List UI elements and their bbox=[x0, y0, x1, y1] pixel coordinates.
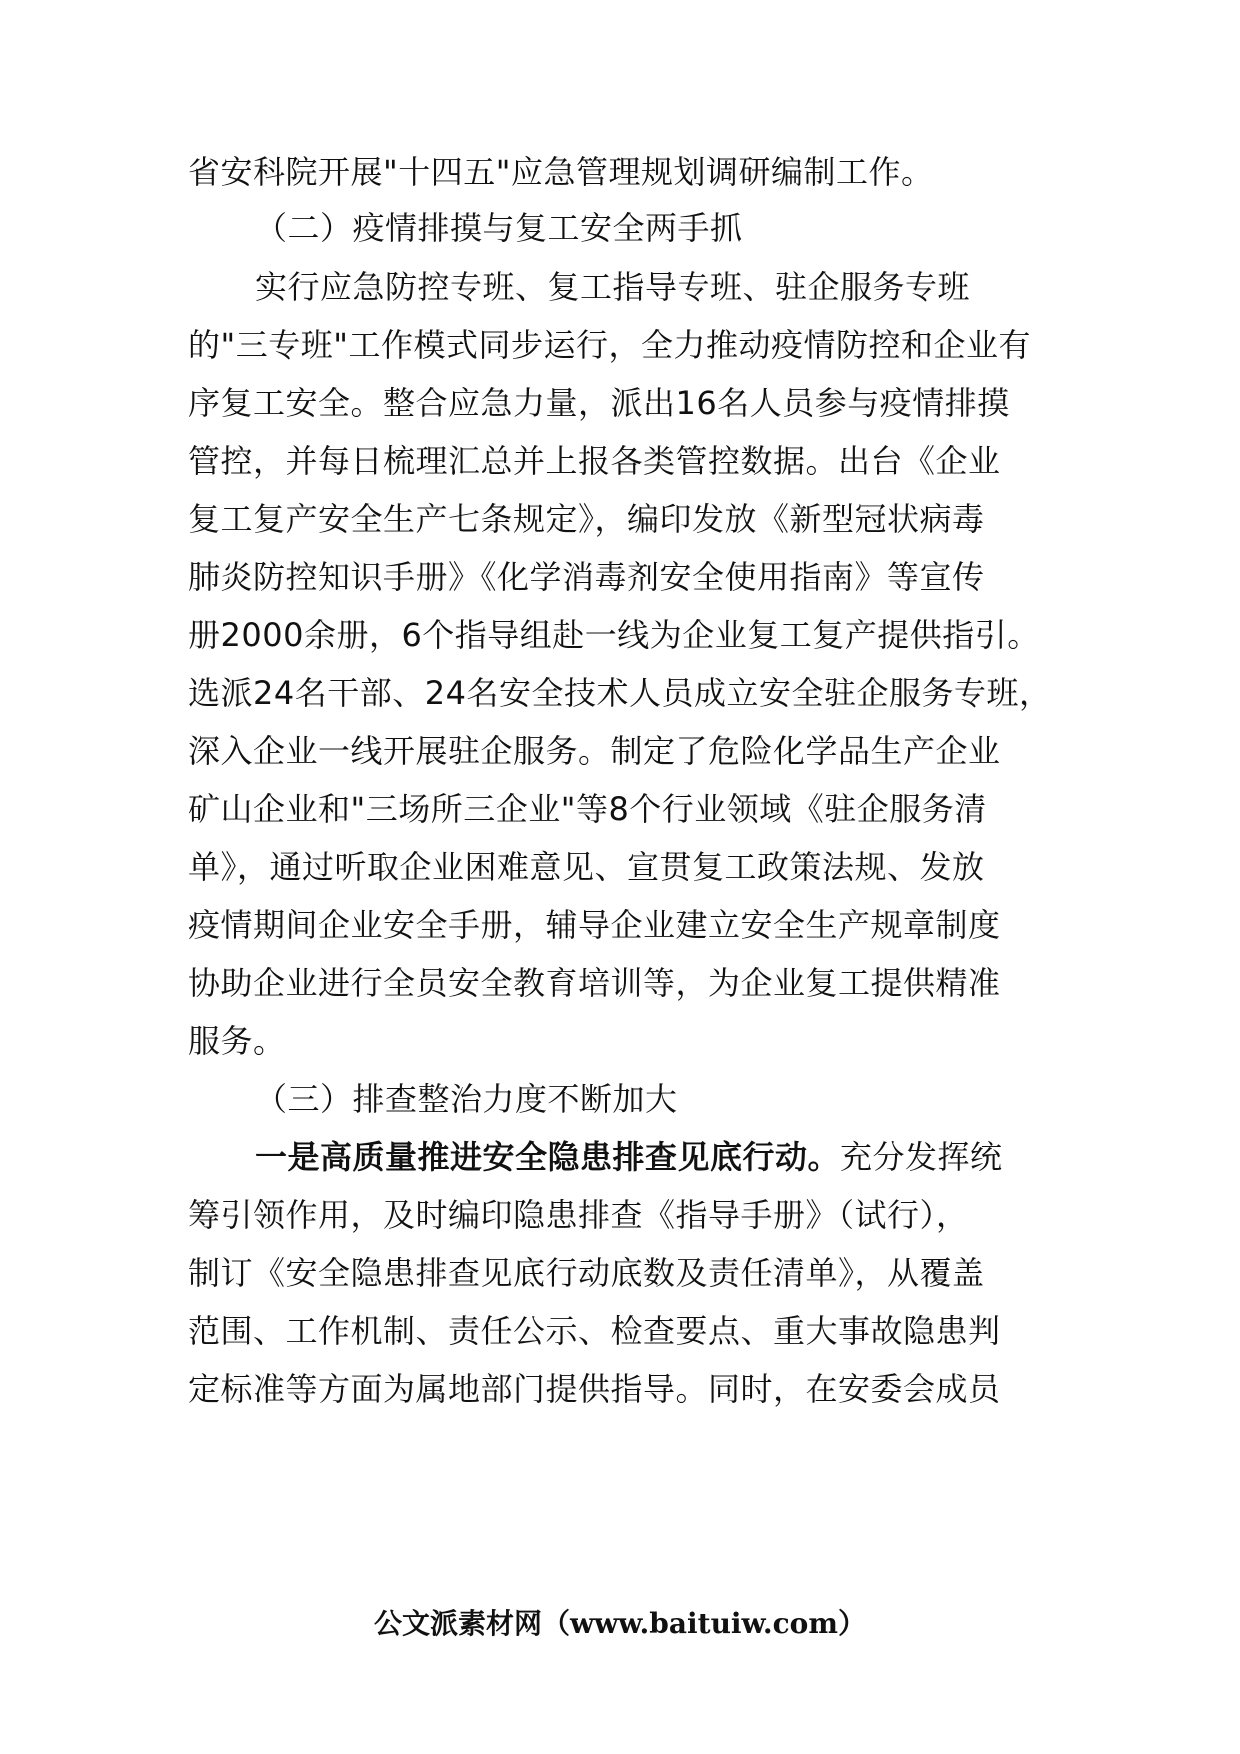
paragraph-first-line: 实行应急防控专班、复工指导专班、驻企服务专班 bbox=[255, 268, 971, 306]
body-line: 选派24名干部、24名安全技术人员成立安全驻企服务专班， bbox=[188, 674, 1052, 712]
body-line: 的"三专班"工作模式同步运行，全力推动疫情防控和企业有 bbox=[188, 326, 1031, 364]
body-line: 矿山企业和"三场所三企业"等8个行业领域《驻企服务清 bbox=[188, 790, 987, 828]
body-line: 制订《安全隐患排查见底行动底数及责任清单》，从覆盖 bbox=[188, 1254, 985, 1292]
bold-lead-text: 一是高质量推进安全隐患排查见底行动。 bbox=[255, 1138, 841, 1176]
body-line: 定标准等方面为属地部门提供指导。同时，在安委会成员 bbox=[188, 1370, 1001, 1408]
section-heading: （三）排查整治力度不断加大 bbox=[255, 1080, 678, 1118]
body-line: 服务。 bbox=[188, 1022, 286, 1060]
body-line: 深入企业一线开展驻企服务。制定了危险化学品生产企业 bbox=[188, 732, 1001, 770]
body-line: 范围、工作机制、责任公示、检查要点、重大事故隐患判 bbox=[188, 1312, 1001, 1350]
body-line: 疫情期间企业安全手册，辅导企业建立安全生产规章制度 bbox=[188, 906, 1001, 944]
body-line: 协助企业进行全员安全教育培训等，为企业复工提供精准 bbox=[188, 964, 1001, 1002]
body-line: 管控，并每日梳理汇总并上报各类管控数据。出台《企业 bbox=[188, 442, 1001, 480]
body-text: 充分发挥统 bbox=[840, 1138, 1003, 1176]
footer-watermark: 公文派素材网（www.baituiw.com） bbox=[374, 1607, 866, 1640]
body-line: 册2000余册，6个指导组赴一线为企业复工复产提供指引。 bbox=[188, 616, 1040, 654]
body-line: 肺炎防控知识手册》《化学消毒剂安全使用指南》等宣传 bbox=[188, 558, 985, 596]
body-line: 省安科院开展"十四五"应急管理规划调研编制工作。 bbox=[188, 153, 934, 191]
body-line: 单》，通过听取企业困难意见、宣贯复工政策法规、发放 bbox=[188, 848, 985, 886]
paragraph-first-line bbox=[255, 1128, 1003, 1186]
body-line: 复工复产安全生产七条规定》，编印发放《新型冠状病毒 bbox=[188, 500, 985, 538]
body-line: 序复工安全。整合应急力量，派出16名人员参与疫情排摸 bbox=[188, 384, 1010, 422]
section-heading: （二）疫情排摸与复工安全两手抓 bbox=[255, 209, 743, 247]
body-line: 筹引领作用，及时编印隐患排查《指导手册》（试行）， bbox=[188, 1196, 969, 1234]
